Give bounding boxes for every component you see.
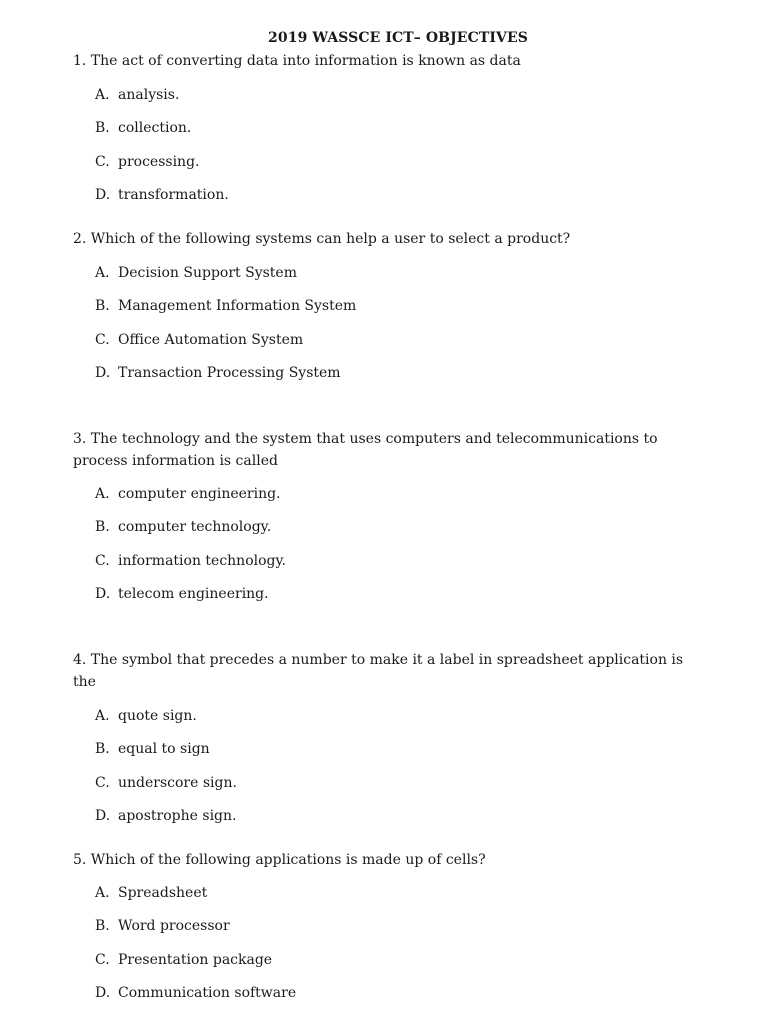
option-c — [73, 773, 693, 806]
option-letter: D. — [95, 808, 111, 825]
question-3 — [73, 428, 693, 618]
option-letter: C. — [95, 153, 110, 170]
option-text: equal to sign — [118, 741, 210, 758]
option-b — [73, 118, 693, 151]
question-1 — [73, 50, 693, 219]
option-text: computer engineering. — [118, 486, 281, 502]
options-list — [73, 85, 693, 219]
question-text: 3. The technology and the system that uses computers and telecommunications to process information is called — [73, 431, 658, 469]
option-text: quote sign. — [118, 708, 197, 724]
option-letter: D. — [95, 365, 111, 382]
option-c — [73, 551, 693, 584]
option-text: telecom engineering. — [118, 586, 269, 603]
option-b — [73, 517, 693, 550]
option-letter: B. — [95, 918, 110, 935]
option-letter: B. — [95, 298, 110, 315]
option-text: Spreadsheet — [118, 885, 208, 901]
option-letter: D. — [95, 985, 111, 1002]
option-c — [73, 152, 693, 185]
option-letter: A. — [95, 87, 110, 103]
option-text: computer technology. — [118, 519, 272, 536]
options-list — [73, 883, 693, 1017]
question-text: 5. Which of the following applications is made up of cells? — [73, 852, 486, 868]
option-letter: A. — [95, 708, 110, 724]
option-letter: C. — [95, 552, 110, 569]
option-text: Communication software — [118, 985, 297, 1002]
option-text: underscore sign. — [118, 774, 237, 791]
option-b — [73, 916, 693, 949]
option-letter: C. — [95, 774, 110, 791]
option-text: Presentation package — [118, 951, 273, 968]
options-list — [73, 484, 693, 618]
option-letter: D. — [95, 586, 111, 603]
option-letter: D. — [95, 187, 111, 204]
option-letter: C. — [95, 951, 110, 968]
option-letter: A. — [95, 486, 110, 502]
question-text: 4. The symbol that precedes a number to make it a label in spreadsheet application is the — [73, 652, 684, 690]
option-text: Transaction Processing System — [118, 365, 341, 382]
options-list — [73, 706, 693, 840]
option-letter: B. — [95, 519, 110, 536]
option-text: Management Information System — [118, 298, 357, 315]
question-5 — [73, 849, 693, 1017]
option-text: Decision Support System — [118, 265, 297, 281]
option-a — [73, 706, 693, 739]
option-d — [73, 806, 693, 839]
option-a — [73, 883, 693, 916]
option-letter: B. — [95, 741, 110, 758]
option-a — [73, 263, 693, 296]
option-text: analysis. — [118, 87, 180, 103]
option-d — [73, 983, 693, 1016]
page-title: 2019 WASSCE ICT– OBJECTIVES — [268, 30, 528, 46]
option-text: processing. — [118, 153, 200, 170]
option-a — [73, 484, 693, 517]
option-text: Office Automation System — [118, 331, 304, 348]
question-2 — [73, 228, 693, 397]
question-4 — [73, 649, 693, 840]
option-b — [73, 296, 693, 329]
option-letter: B. — [95, 120, 110, 137]
option-text: Word processor — [118, 918, 230, 935]
option-letter: C. — [95, 331, 110, 348]
option-b — [73, 739, 693, 772]
option-letter: A. — [95, 885, 110, 901]
option-text: apostrophe sign. — [118, 808, 237, 825]
option-c — [73, 330, 693, 363]
option-c — [73, 950, 693, 983]
option-d — [73, 584, 693, 617]
option-letter: A. — [95, 265, 110, 281]
option-d — [73, 185, 693, 218]
option-a — [73, 85, 693, 118]
option-text: collection. — [118, 120, 192, 137]
question-text: 1. The act of converting data into information is known as data — [73, 53, 521, 69]
option-d — [73, 363, 693, 396]
option-text: transformation. — [118, 187, 229, 204]
options-list — [73, 263, 693, 397]
question-text: 2. Which of the following systems can help a user to select a product? — [73, 231, 571, 247]
option-text: information technology. — [118, 552, 286, 569]
